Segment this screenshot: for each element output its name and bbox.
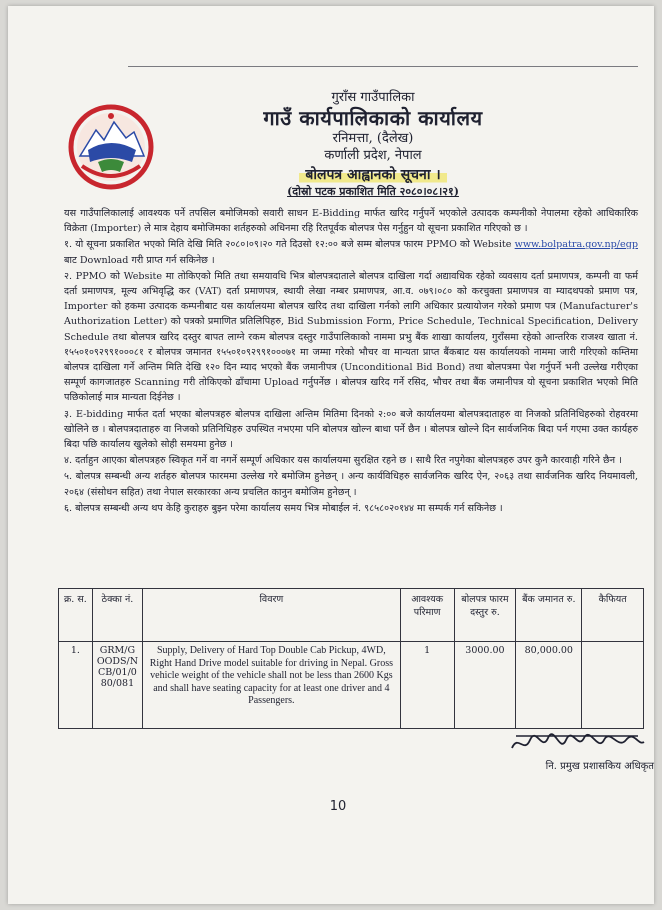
cell-form-fee: 3000.00 bbox=[454, 642, 516, 729]
cell-description: Supply, Delivery of Hard Top Double Cab Pickup, 4WD, Right Hand Drive model suitable for driving in Nepal. Gross vehicle weight of the vehicle shall not be less than 2600 Kgs and shall have seating capacity for at least one driver and 4 Passengers. bbox=[143, 642, 401, 729]
signatory-title: नि. प्रमुख प्रशासकिय अधिकृत bbox=[545, 761, 654, 772]
province-name: कर्णाली प्रदेश, नेपाल bbox=[324, 147, 422, 163]
notice-body bbox=[64, 206, 638, 517]
municipality-name: गुराँस गाउँपालिका bbox=[331, 90, 415, 105]
clause-3: ३. E-bidding मार्फत दर्ता भएका बोलपत्रहरु बोलपत्र दाखिला अन्तिम मितिमा दिनको २:०० बजे कार्यालयमा बोलपत्रदाताहरु वा निजको प्रतिनिधिहरुको रोहवरमा खोलिने छ । बोलपत्रदाताहरु वा निजको प्रतिनिधिहरु उपस्थित नभएमा पनि बोलपत्र खोल्न बाधा पर्ने छैन । बोलपत्र खोल्ने दिन सार्वजनिक बिदा पर्न गएमा उक्त कार्यहरु बिदा पछि कार्यालय खुलेको सोही समयमा हुनेछ । bbox=[64, 408, 638, 451]
intro-paragraph: यस गाउँपालिकालाई आवश्यक पर्ने तपसिल बमोजिमको सवारी साधन E-Bidding मार्फत खरिद गर्नुपर्ने भएकोले उत्पादक कम्पनीको नेपालमा रहेको आधिकारिक विक्रेता (Importer) ले मात्र देहाय बमोजिमका शर्तहरुको अधिनमा रहि रितपूर्वक बोलपत्र पेस गर्नुहुन यो सूचना प्रकाशित गरिएको छ । bbox=[64, 208, 638, 235]
clause-2: २. PPMO को Website मा तोकिएको मिति तथा समयावधि भित्र बोलपत्रदाताले बोलपत्र दाखिला गर्दा अद्यावधिक रहेको व्यवसाय दर्ता प्रमाणपत्र, कम्पनी वा फर्म दर्ता प्रमाणपत्र, मूल्य अभिवृद्धि कर (VAT) दर्ता प्रमाणपत्र, स्थायी लेखा नम्बर प्रमाणपत्र, आ.व. ०७९।०८० को करचुक्ता प्रमाणपत्र वा म्यादथपको प्रमाण पत्र, Importer को हकमा उत्पादक कम्पनीबाट यस कार्यालयमा बोलपत्र खरिद तथा दाखिला गर्नको लागि अधिकार प्रत्यायोजन गरेको प्रमाण पत्र (Manufacturer's Authorization Letter) को पत्रको प्रमाणित प्रतिलिपिहरु, Bid Submission Form, Price Schedule, Technical Specification, Delivery Schedule तथा बोलपत्र खरिद दस्तुर बापत लाग्ने रकम बोलपत्र दस्तुर गाउँपालिकाको नाममा प्रभु बैंक शाखा कार्यालय, गुराँसमा रहेको आन्तरिक राजश्व खाता नं. १५५०१०९२९९१०००८१ र बोलपत्र जमानत १५५०१०९२९९१०००७१ मा जम्मा गरेको भौचर वा मान्यता प्राप्त बैंकबाट यस कार्यालयको नाममा जारी गरिएको कम्तिमा बोलपत्र दाखिला गर्ने अन्तिम मिति देखि १२० दिन म्याद भएको बैंक जमानीपत्र (Unconditional Bid Bond) तथा बोलपत्रमा पेश गर्नुपर्ने भनी उल्लेख गरीएका सम्पूर्ण कागजातहरु Scanning गरी तोकिएको ढाँचामा Upload गर्नुपर्नेछ । बोलपत्र खरिद गर्ने रसिद, भौचर तथा बैंक जमानीपत्र यो सूचना प्रकाशित भएको मिति पछिकोलाई मात्र मान्यता दिईनेछ । bbox=[64, 270, 638, 404]
handwritten-signature-icon bbox=[508, 728, 648, 760]
clause-1-text: १. यो सूचना प्रकाशित भएको मिति देखि मिति २०८०।०९।२० गते दिउसो १२:०० बजे सम्म बोलपत्र फारम PPMO को Website bbox=[64, 239, 512, 251]
cell-quantity: 1 bbox=[400, 642, 454, 729]
office-name: गाउँ कार्यपालिकाको कार्यालय bbox=[263, 106, 483, 131]
header-serial: क्र. स. bbox=[59, 589, 93, 642]
table-header-row bbox=[59, 589, 644, 642]
clause-1 bbox=[64, 237, 638, 267]
cell-contract-no: GRM/G OODS/N CB/01/0 80/081 bbox=[92, 642, 142, 729]
clause-6: ६. बोलपत्र सम्बन्धी अन्य थप केहि कुराहरु बुझ्न परेमा कार्यालय समय भित्र मोबाईल नं. ९८५८०२०१४४ मा सम्पर्क गर्न सकिनेछ । bbox=[64, 502, 503, 514]
cell-serial: 1. bbox=[59, 642, 93, 729]
document-page bbox=[8, 6, 654, 904]
header-description: विवरण bbox=[143, 589, 401, 642]
bolpatra-link[interactable]: www.bolpatra.gov.np/egp bbox=[514, 239, 638, 251]
clause-1-tail: बाट Download गरी प्राप्त गर्न सकिनेछ । bbox=[64, 254, 215, 266]
table-row bbox=[59, 642, 644, 729]
nepal-emblem-icon bbox=[68, 104, 154, 190]
page-number: 10 bbox=[329, 799, 347, 814]
procurement-table bbox=[58, 588, 644, 729]
clause-4: ४. दर्ताहुन आएका बोलपत्रहरु स्विकृत गर्ने वा नगर्ने सम्पूर्ण अधिकार यस कार्यालयमा सुरक्षित रहने छ । साथै रित नपुगेका बोलपत्रहरु उपर कुनै कारवाही गरिने छैन । bbox=[64, 455, 622, 467]
clause-5: ५. बोलपत्र सम्बन्धी अन्य शर्तहरु बोलपत्र फारममा उल्लेख गरे बमोजिम हुनेछन् । अन्य कार्यविधिहरु सार्वजनिक खरिद ऐन, २०६३ तथा सार्वजनिक खरिद नियमावली, २०६४ (संसोधन सहित) तथा नेपाल सरकारका अन्य प्रचलित कानुन बमोजिम हुनेछन् । bbox=[64, 471, 638, 498]
office-location: रनिमत्ता, (दैलेख) bbox=[332, 131, 414, 147]
publish-date: (दोस्रो पटक प्रकाशित मिति २०८०।०८।२१) bbox=[287, 185, 459, 199]
cell-remarks bbox=[582, 642, 644, 729]
letterhead bbox=[158, 90, 588, 199]
header-bank-guarantee: बैंक जमानत रु. bbox=[516, 589, 582, 642]
notice-title: बोलपत्र आह्वानको सूचना । bbox=[299, 167, 446, 185]
header-remarks: कैफियत bbox=[582, 589, 644, 642]
header-quantity: आवश्यक परिमाण bbox=[400, 589, 454, 642]
top-rule bbox=[128, 66, 638, 67]
cell-bank-guarantee: 80,000.00 bbox=[516, 642, 582, 729]
header-contract-no: ठेक्का नं. bbox=[92, 589, 142, 642]
header-form-fee: बोलपत्र फारम दस्तुर रु. bbox=[454, 589, 516, 642]
